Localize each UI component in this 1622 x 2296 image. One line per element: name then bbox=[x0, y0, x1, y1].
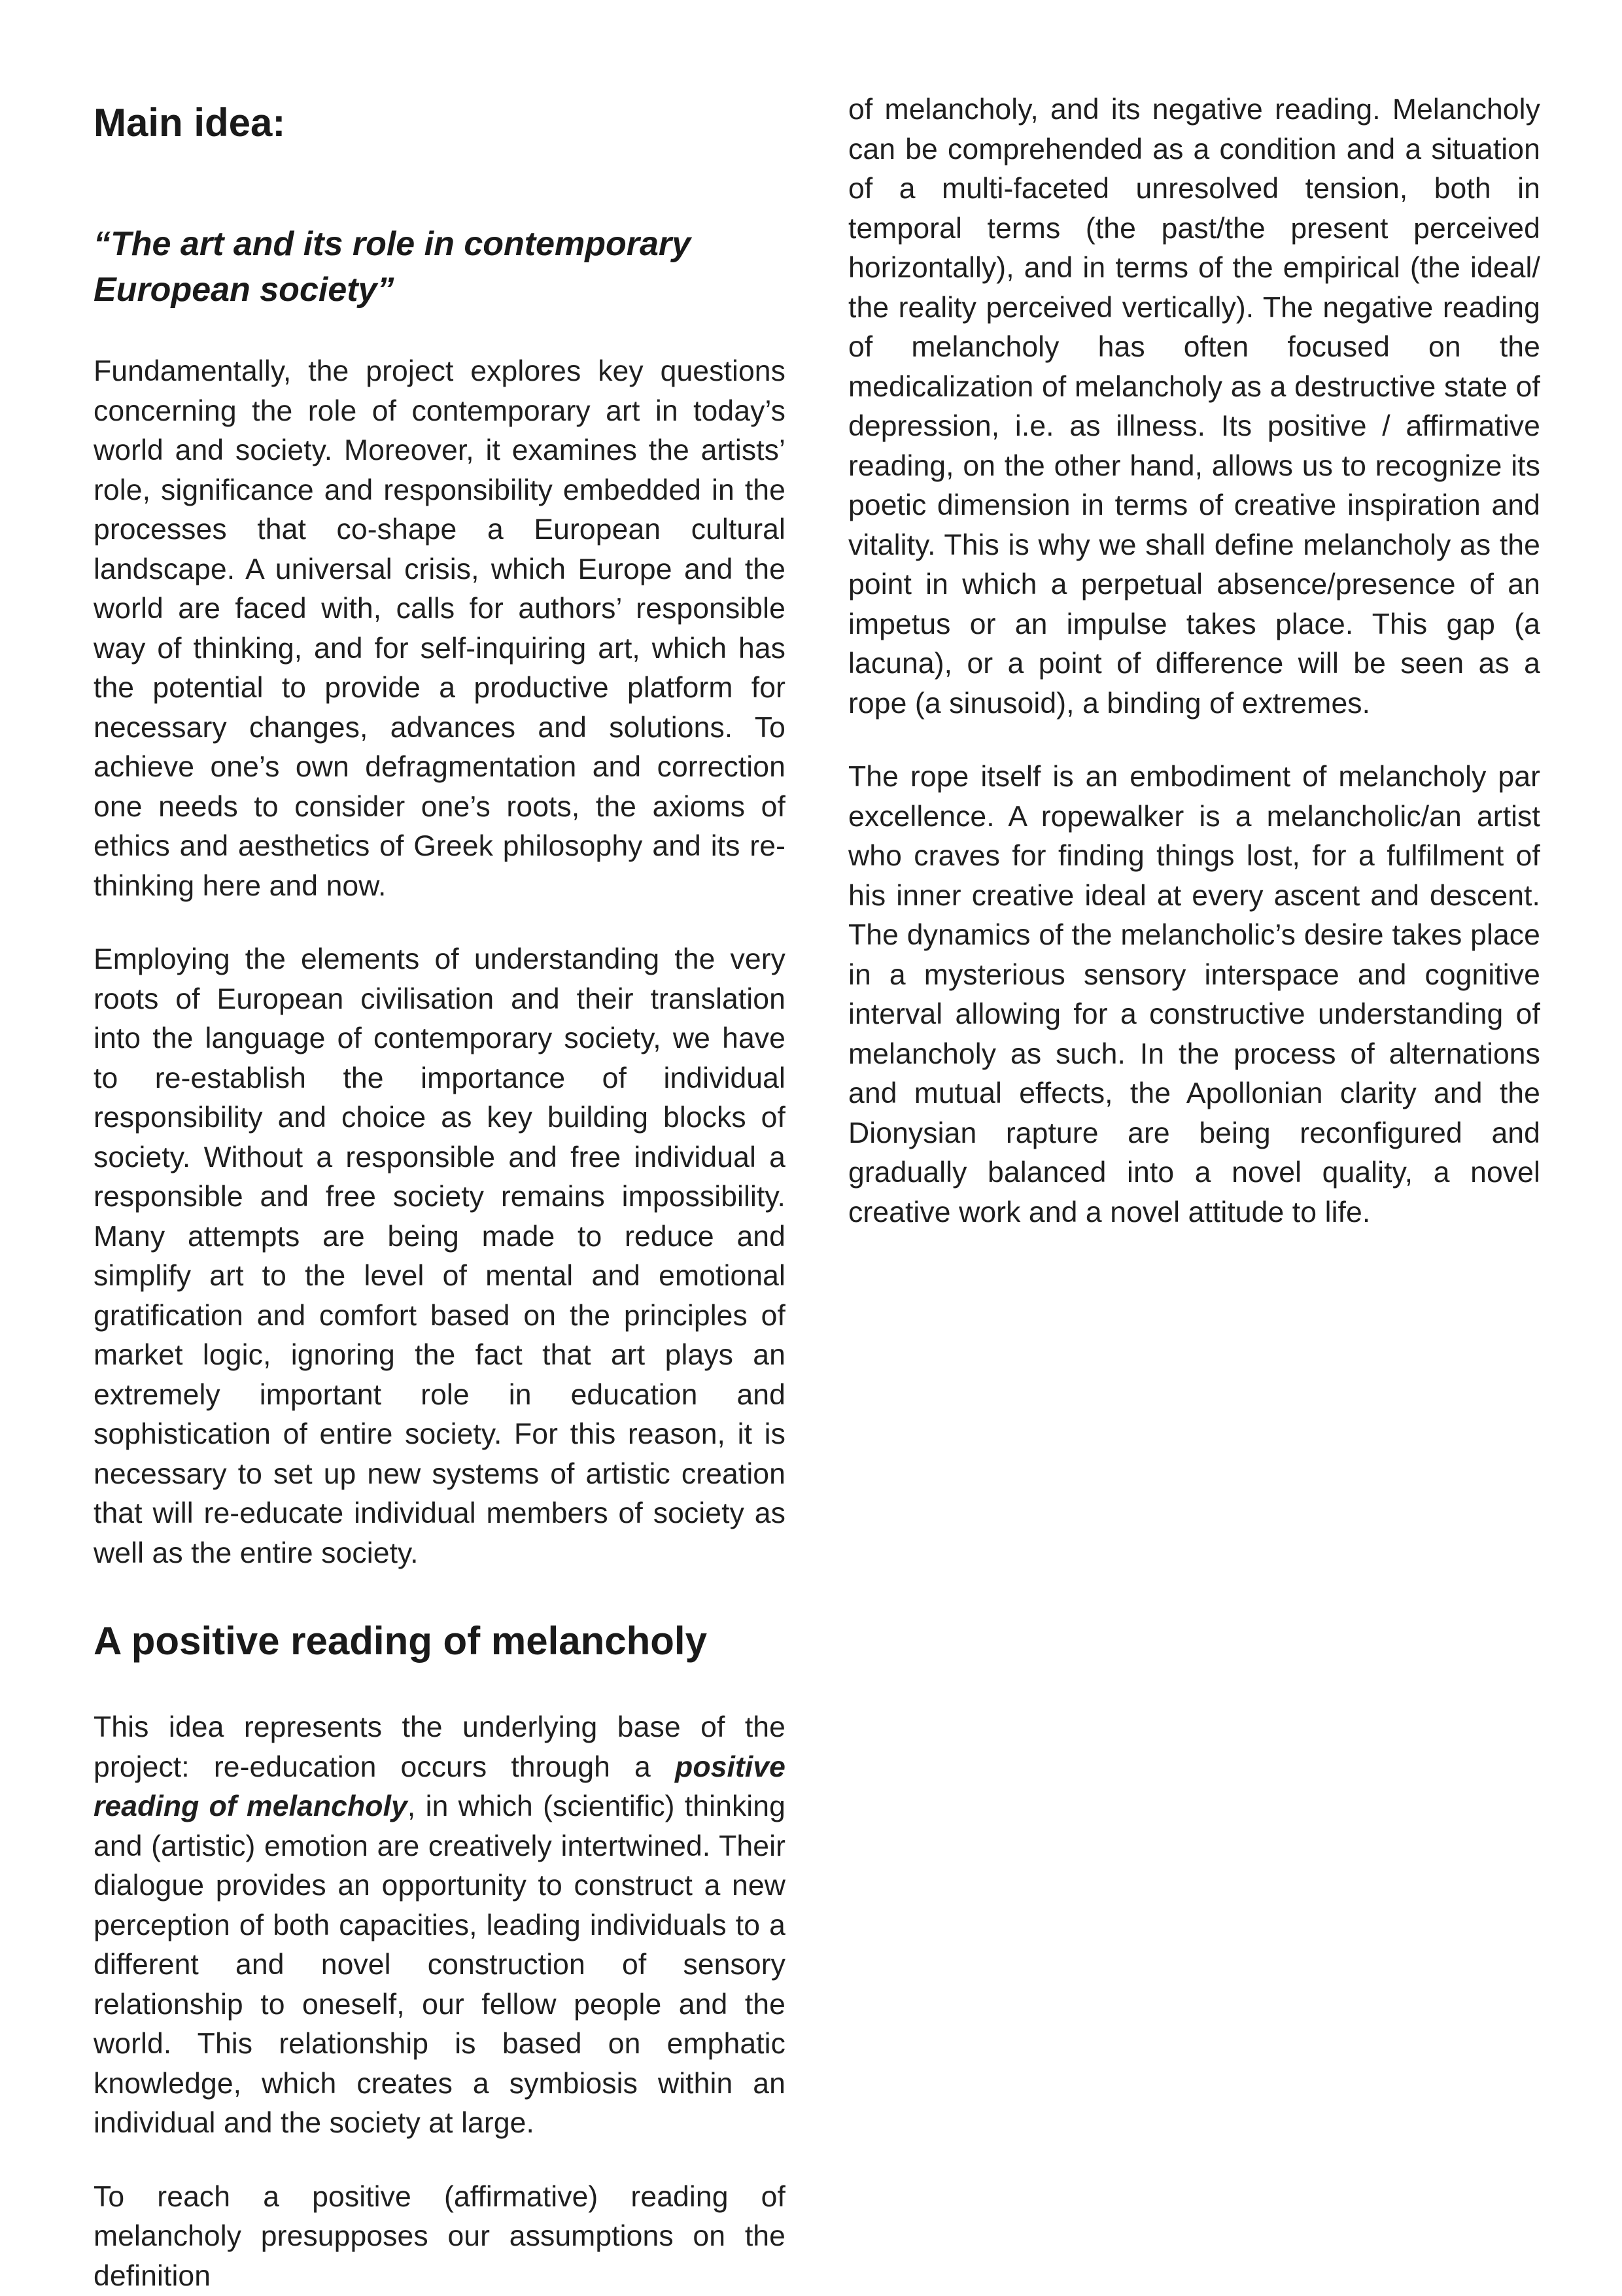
right-column bbox=[848, 90, 1540, 1232]
main-idea-heading: Main idea: bbox=[94, 97, 785, 149]
affirmative-paragraph: To reach a positive (affirmative) reading of melancholy presupposes our assumptions on the definition bbox=[94, 2178, 785, 2296]
melancholy-paragraph-end: , in which (scientific) thinking and (artistic) emotion are creatively intertwined. Their dialogue provides an opportunity to construct a new perception of both capacities, leading individuals to a different and novel construction of sensory relationship to oneself, our fellow people and the world. This relationship is based on emphatic knowledge, which creates a symbiosis within an individual and the society at large. bbox=[94, 1790, 785, 2139]
positive-reading-emphasis: positive reading of melancholy bbox=[94, 1751, 785, 1823]
melancholy-paragraph-start: This idea represents the underlying base of the project: re-education occurs through a bbox=[94, 1711, 785, 1783]
civilisation-paragraph: Employing the elements of understanding the very roots of European civilisation and their translation into the language of contemporary society, we have to re-establish the importance of individual responsibility and choice as key building blocks of society. Without a responsible and free individual a responsible and free society remains impossibility. Many attempts are being made to reduce and simplify art to the level of mental and emotional gratification and comfort based on the principles of market logic, ignoring the fact that art plays an extremely important role in education and sophistication of entire society. For this reason, it is necessary to set up new systems of artistic creation that will re-educate individual members of society as well as the entire society. bbox=[94, 940, 785, 1573]
section-heading-melancholy: A positive reading of melancholy bbox=[94, 1615, 785, 1667]
melancholy-definition-paragraph: of melancholy, and its negative reading. Melancholy can be comprehended as a condition and a situation of a multi-faceted unresolved tension, both in temporal terms (the past/the present perceived horizontally), and in terms of the empirical (the ideal/ the reality perceived vertically). The negative reading of melancholy has often focused on the medicalization of melancholy as a destructive state of depression, i.e. as illness. Its positive / affirmative reading, on the other hand, allows us to recognize its poetic dimension in terms of creative inspiration and vitality. This is why we shall define melancholy as the point in which a perpetual absence/presence of an impetus or an impulse takes place. This gap (a lacuna), or a point of difference will be seen as a rope (a sinusoid), a binding of extremes. bbox=[848, 90, 1540, 723]
intro-paragraph: Fundamentally, the project explores key questions concerning the role of contemporary art in today’s world and society. Moreover, it examines the artists’ role, significance and responsibility embedded in the processes that co-shape a European cultural landscape. A universal crisis, which Europe and the world are faced with, calls for authors’ responsible way of thinking, and for self-inquiring art, which has the potential to provide a productive platform for necessary changes, advances and solutions. To achieve one’s own defragmentation and correction one needs to consider one’s roots, the axioms of ethics and aesthetics of Greek philosophy and its re-thinking here and now. bbox=[94, 352, 785, 906]
melancholy-paragraph bbox=[94, 1708, 785, 2144]
rope-paragraph: The rope itself is an embodiment of melancholy par excellence. A ropewalker is a melancholic/an artist who craves for finding things lost, for a fulfilment of his inner creative ideal at every ascent and descent. The dynamics of the melancholic’s desire takes place in a mysterious sensory interspace and cognitive interval allowing for a constructive understanding of melancholy as such. In the process of alternations and mutual effects, the Apollonian clarity and the Dionysian rapture are being reconfigured and gradually balanced into a novel quality, a novel creative work and a novel attitude to life. bbox=[848, 757, 1540, 1232]
left-column bbox=[94, 85, 785, 2296]
subtitle: “The art and its role in contemporary European society” bbox=[94, 221, 785, 313]
